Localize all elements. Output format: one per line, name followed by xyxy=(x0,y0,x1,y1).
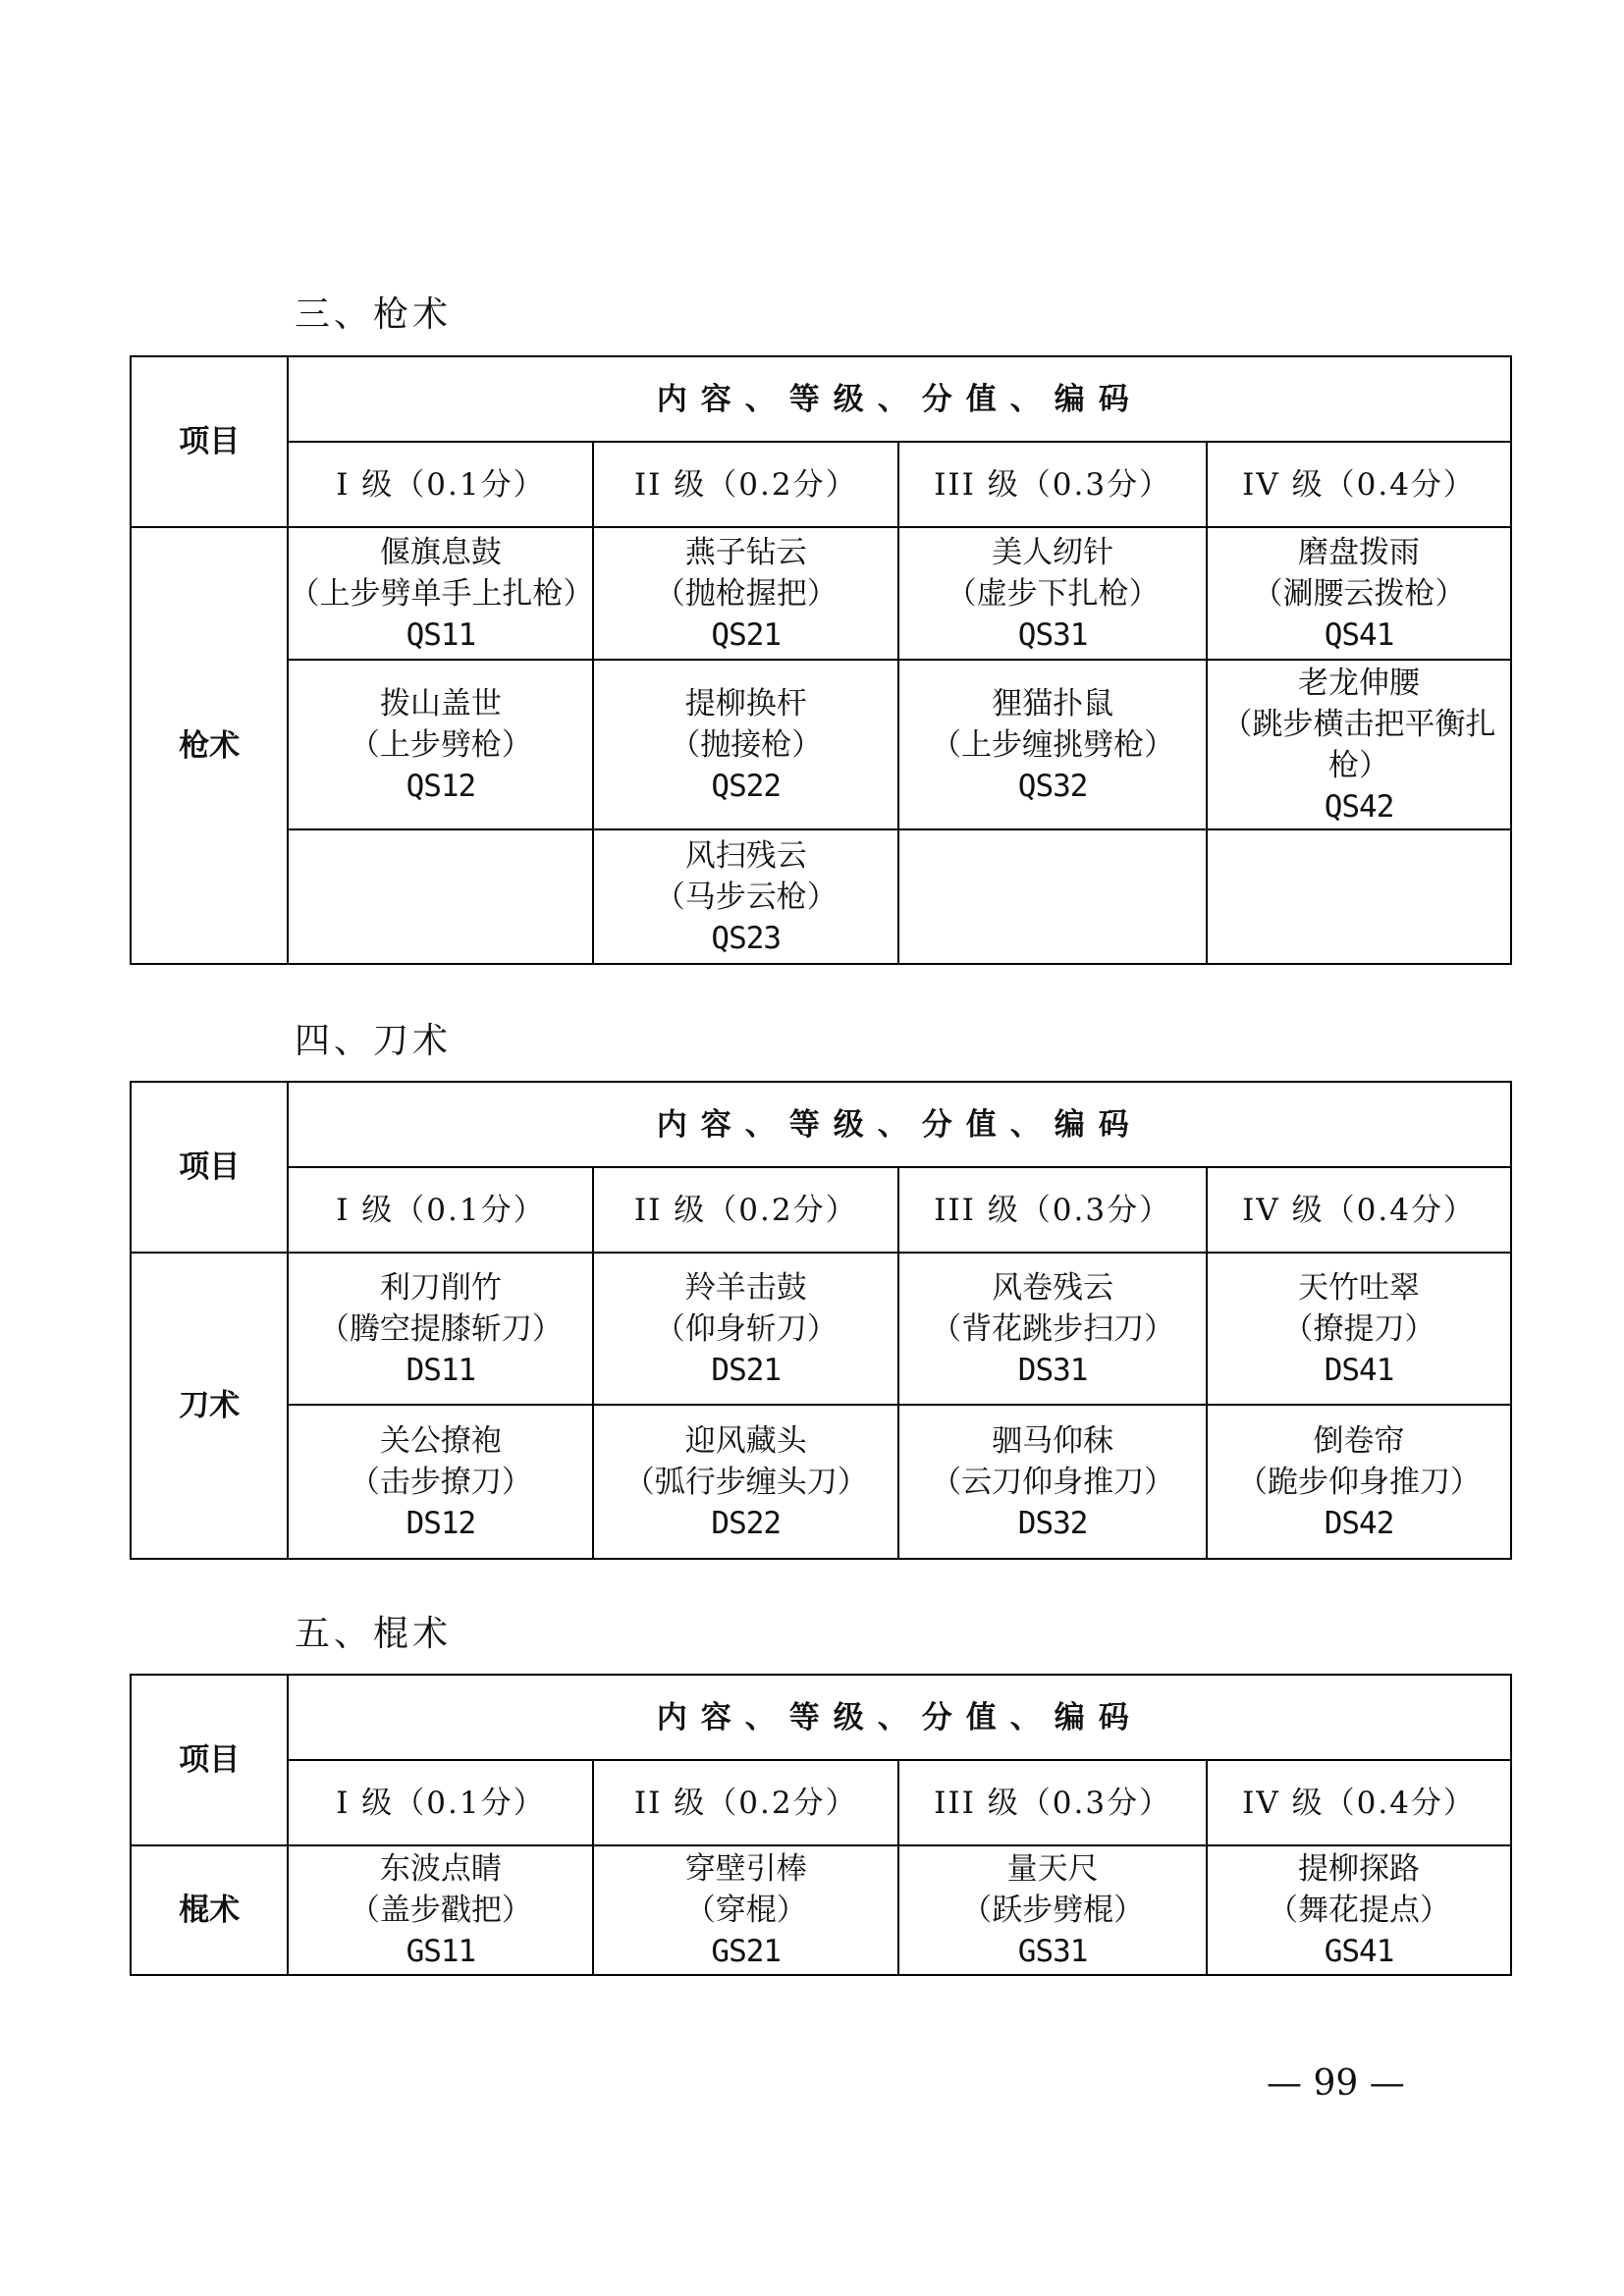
move-cell xyxy=(288,660,593,829)
move-desc: （跪步仰身推刀） xyxy=(1237,1464,1482,1500)
move-cell xyxy=(593,1845,898,1975)
level-3: III 级（0.3分） xyxy=(898,1760,1207,1845)
move-desc: （舞花提点） xyxy=(1268,1893,1451,1928)
move-desc: （撩提刀） xyxy=(1282,1310,1435,1347)
move-desc: （击步撩刀） xyxy=(349,1464,532,1500)
move-cell xyxy=(593,660,898,829)
move-desc: （上步劈单手上扎枪） xyxy=(289,575,594,612)
table-spear xyxy=(130,355,1512,965)
move-desc: （背花跳步扫刀） xyxy=(931,1310,1175,1347)
move-desc: （腾空提膝斩刀） xyxy=(318,1310,563,1347)
table-broadsword xyxy=(130,1081,1512,1560)
move-cell xyxy=(593,1405,898,1559)
move-desc: （抛枪握把） xyxy=(654,575,838,612)
move-code: QS11 xyxy=(406,616,476,653)
move-code: GS41 xyxy=(1324,1934,1394,1969)
move-code: DS32 xyxy=(1017,1505,1088,1541)
move-desc: （上步劈枪） xyxy=(349,726,532,763)
move-name: 狸猫扑鼠 xyxy=(992,685,1114,721)
move-name: 磨盘拨雨 xyxy=(1298,534,1421,570)
level-2: II 级（0.2分） xyxy=(593,442,898,527)
move-desc: （穿棍） xyxy=(684,1893,807,1928)
move-cell xyxy=(898,1253,1207,1405)
move-name: 东波点睛 xyxy=(379,1851,502,1887)
move-desc: （盖步戳把） xyxy=(349,1893,532,1928)
move-desc-cont: 枪） xyxy=(1328,747,1390,783)
move-code: QS23 xyxy=(711,920,782,956)
project-label: 项目 xyxy=(131,1675,288,1845)
move-cell xyxy=(593,1253,898,1405)
move-desc: （云刀仰身推刀） xyxy=(931,1464,1175,1500)
move-code: QS31 xyxy=(1017,616,1088,653)
move-name: 风卷残云 xyxy=(992,1269,1114,1306)
move-name: 利刀削竹 xyxy=(379,1269,502,1306)
move-cell xyxy=(593,829,898,964)
move-desc: （跃步劈棍） xyxy=(961,1893,1145,1928)
move-code: GS11 xyxy=(406,1934,476,1969)
move-cell xyxy=(288,1405,593,1559)
move-cell xyxy=(1207,1845,1511,1975)
level-4: IV 级（0.4分） xyxy=(1207,442,1511,527)
level-1: I 级（0.1分） xyxy=(288,1760,593,1845)
move-code: QS12 xyxy=(406,768,476,804)
level-3: III 级（0.3分） xyxy=(898,442,1207,527)
level-2: II 级（0.2分） xyxy=(593,1760,898,1845)
move-desc: （涮腰云拨枪） xyxy=(1252,575,1466,612)
move-name: 羚羊击鼓 xyxy=(684,1269,807,1306)
table-staff xyxy=(130,1674,1512,1976)
move-cell xyxy=(898,527,1207,660)
move-code: DS42 xyxy=(1324,1505,1394,1541)
empty-cell xyxy=(1207,829,1511,964)
level-1: I 级（0.1分） xyxy=(288,1167,593,1253)
move-name: 提柳换杆 xyxy=(684,685,807,721)
move-code: DS22 xyxy=(711,1505,782,1541)
project-label: 项目 xyxy=(131,356,288,527)
move-cell xyxy=(898,1845,1207,1975)
empty-cell xyxy=(898,829,1207,964)
move-cell xyxy=(1207,1253,1511,1405)
move-code: DS21 xyxy=(711,1352,782,1388)
project-label: 项目 xyxy=(131,1082,288,1253)
section-title-spear: 三、枪术 xyxy=(295,294,453,335)
header-cell: 内容、等级、分值、编码 xyxy=(288,1082,1511,1167)
move-cell xyxy=(898,660,1207,829)
move-desc: （虚步下扎枪） xyxy=(946,575,1160,612)
header-cell: 内容、等级、分值、编码 xyxy=(288,356,1511,442)
move-name: 迎风藏头 xyxy=(684,1422,807,1459)
move-name: 老龙伸腰 xyxy=(1298,665,1421,701)
header-cell: 内容、等级、分值、编码 xyxy=(288,1675,1511,1760)
move-code: QS41 xyxy=(1324,616,1394,653)
move-code: QS22 xyxy=(711,768,782,804)
move-cell xyxy=(1207,1405,1511,1559)
level-4: IV 级（0.4分） xyxy=(1207,1167,1511,1253)
move-name: 驷马仰秣 xyxy=(992,1422,1114,1459)
move-desc: （马步云枪） xyxy=(654,879,838,915)
item-label: 枪术 xyxy=(131,527,288,964)
move-name: 拨山盖世 xyxy=(379,685,502,721)
move-cell xyxy=(288,1845,593,1975)
move-cell xyxy=(1207,527,1511,660)
move-name: 偃旗息鼓 xyxy=(379,534,502,570)
move-name: 关公撩袍 xyxy=(379,1422,502,1459)
move-name: 风扫残云 xyxy=(684,837,807,874)
page-number: — 99 — xyxy=(1267,2063,1405,2104)
move-code: GS31 xyxy=(1017,1934,1088,1969)
move-code: DS41 xyxy=(1324,1352,1394,1388)
move-name: 燕子钻云 xyxy=(684,534,807,570)
move-name: 提柳探路 xyxy=(1298,1851,1421,1887)
level-3: III 级（0.3分） xyxy=(898,1167,1207,1253)
move-cell xyxy=(1207,660,1511,829)
section-title-staff: 五、棍术 xyxy=(295,1614,453,1654)
move-cell xyxy=(288,527,593,660)
move-code: DS12 xyxy=(406,1505,476,1541)
move-name: 美人纫针 xyxy=(992,534,1114,570)
item-label: 刀术 xyxy=(131,1253,288,1559)
move-name: 倒卷帘 xyxy=(1313,1422,1405,1459)
move-desc: （仰身斩刀） xyxy=(654,1310,838,1347)
move-code: GS21 xyxy=(711,1934,782,1969)
empty-cell xyxy=(288,829,593,964)
move-code: DS31 xyxy=(1017,1352,1088,1388)
move-name: 量天尺 xyxy=(1006,1851,1099,1887)
move-cell xyxy=(288,1253,593,1405)
move-name: 穿壁引棒 xyxy=(684,1851,807,1887)
move-code: QS42 xyxy=(1324,788,1394,825)
move-desc: （跳步横击把平衡扎 xyxy=(1221,706,1496,742)
level-2: II 级（0.2分） xyxy=(593,1167,898,1253)
move-cell xyxy=(593,527,898,660)
move-code: QS21 xyxy=(711,616,782,653)
move-desc: （抛接枪） xyxy=(670,726,823,763)
level-4: IV 级（0.4分） xyxy=(1207,1760,1511,1845)
move-name: 天竹吐翠 xyxy=(1298,1269,1421,1306)
move-desc: （弧行步缠头刀） xyxy=(623,1464,868,1500)
move-code: DS11 xyxy=(406,1352,476,1388)
section-title-broadsword: 四、刀术 xyxy=(295,1021,453,1061)
move-code: QS32 xyxy=(1017,768,1088,804)
level-1: I 级（0.1分） xyxy=(288,442,593,527)
move-cell xyxy=(898,1405,1207,1559)
move-desc: （上步缠挑劈枪） xyxy=(931,726,1175,763)
item-label: 棍术 xyxy=(131,1845,288,1975)
